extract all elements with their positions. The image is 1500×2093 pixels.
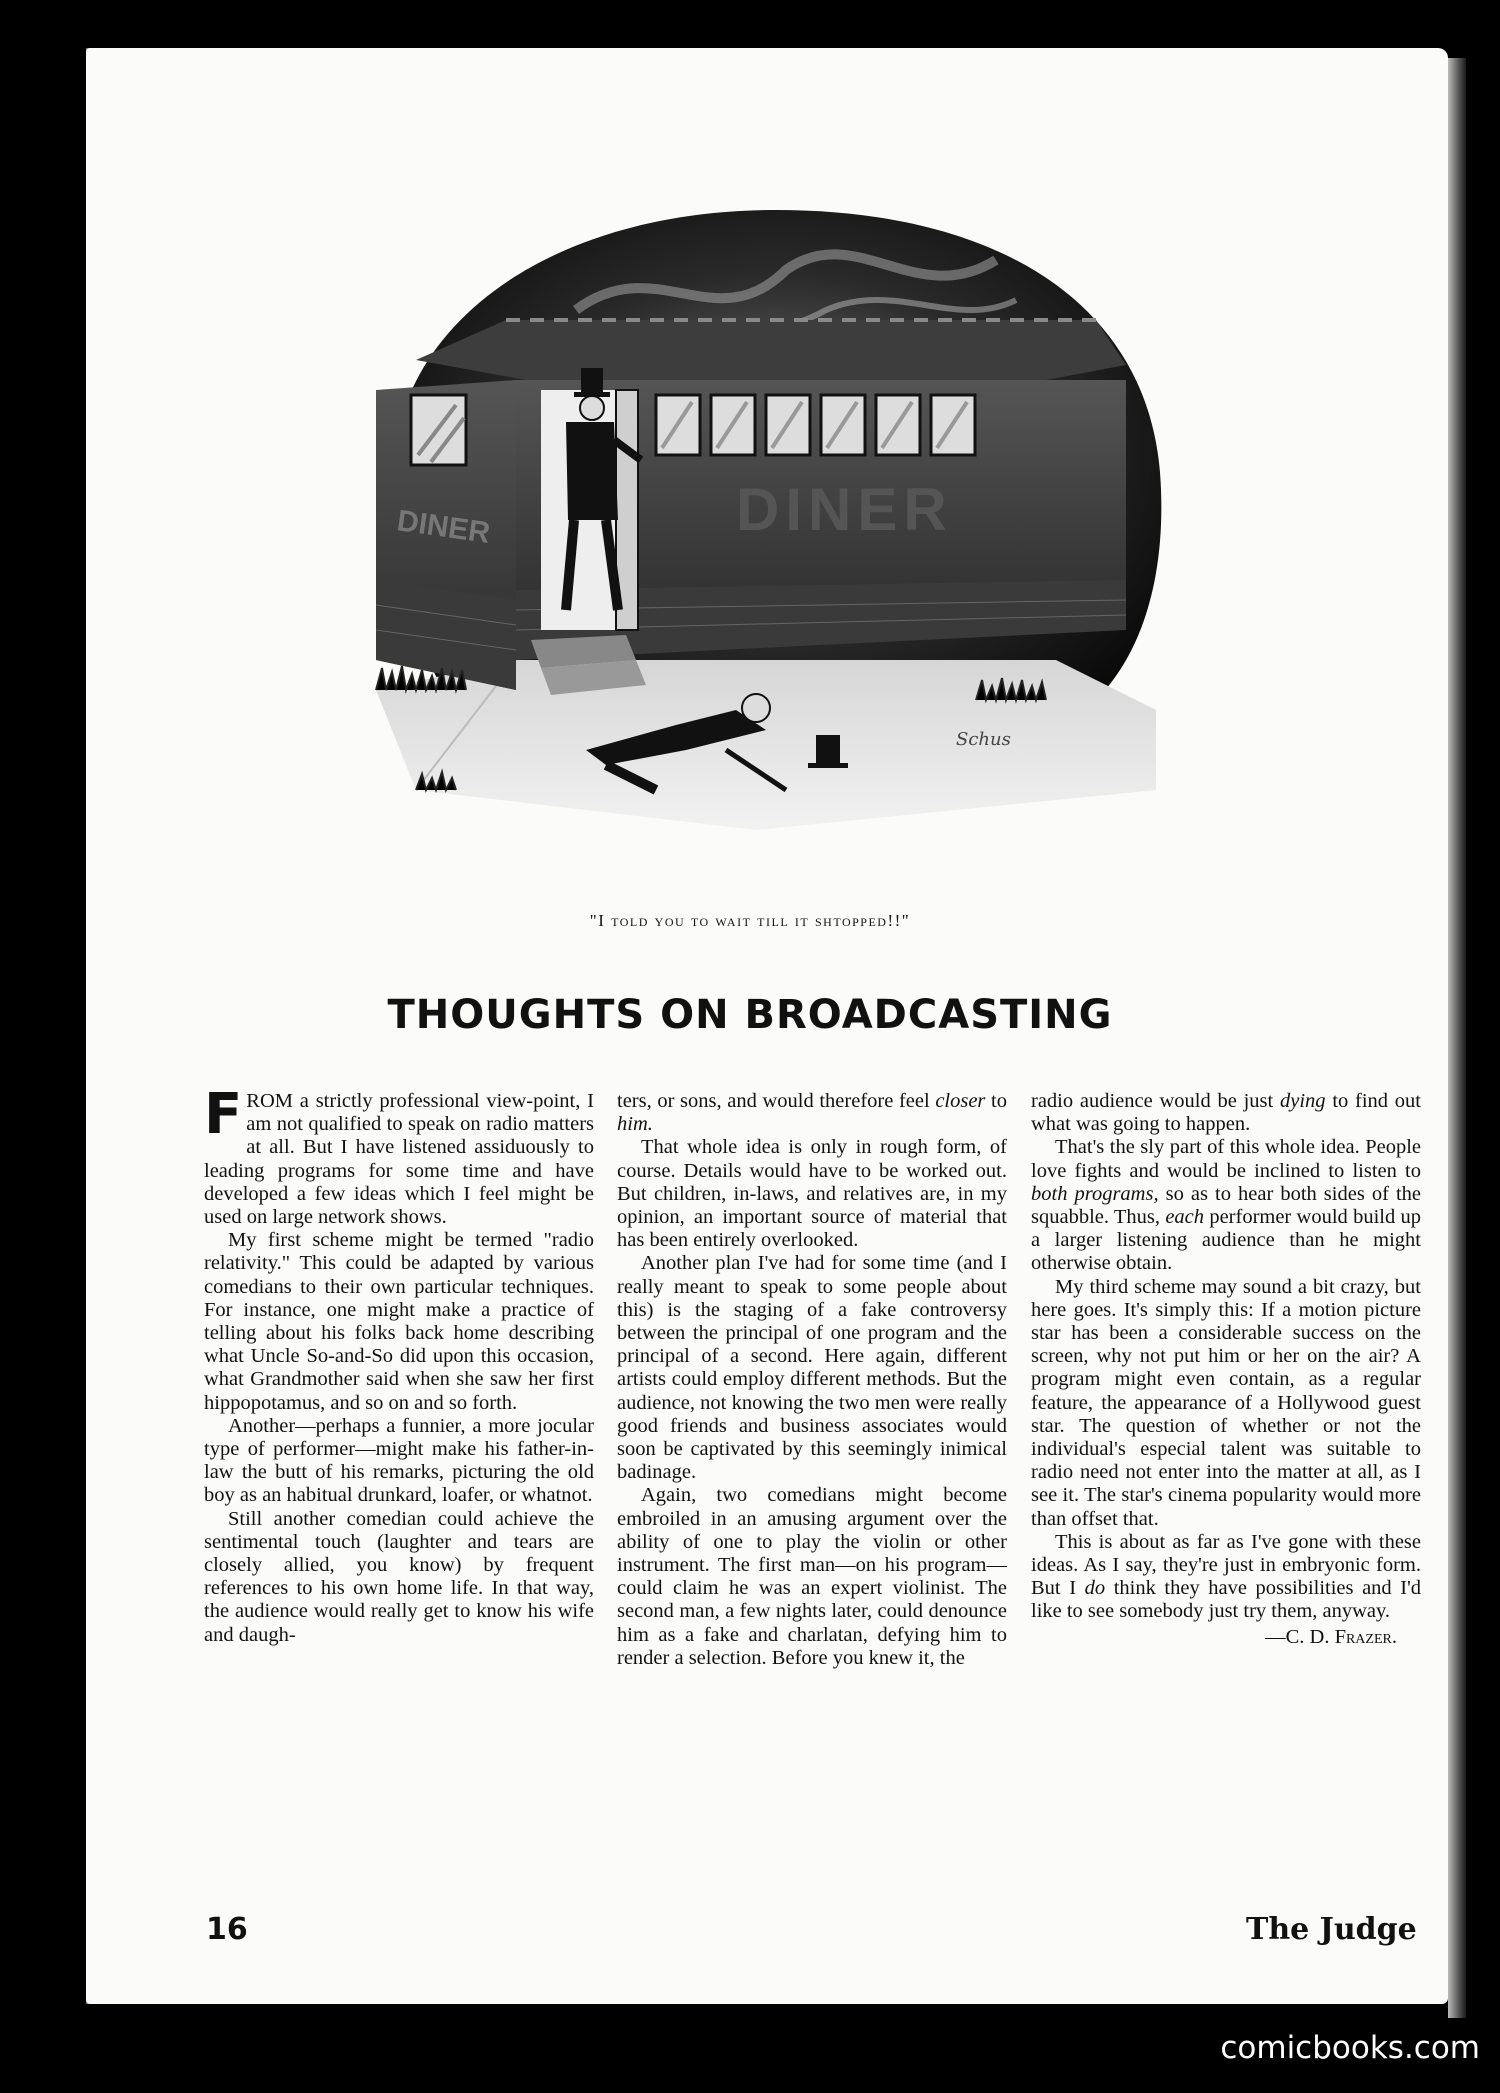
article-paragraph bbox=[1031, 1136, 1421, 1275]
author-signature: —C. D. Frazer. bbox=[1265, 1625, 1397, 1648]
article-paragraph: Another plan I've had for some time (and I really meant to speak to some people about this) is the staging of a fake controversy between the principal of one program and the principal of a second. Here again, different artists could employ different methods. But the audience, not knowing the two men were really good friends and business associates would soon be captivated by this seemingly inimical badinage. bbox=[617, 1252, 1007, 1484]
diner-side-sign: DINER bbox=[395, 504, 493, 550]
paragraph-text: This is about as far as I've gone with these ideas. As I say, they're just in embryonic form. But I bbox=[1031, 1530, 1421, 1600]
paragraph-text: radio audience would be just bbox=[1031, 1090, 1274, 1112]
article-paragraph bbox=[204, 1082, 594, 1229]
lead-word: ROM bbox=[246, 1090, 293, 1112]
diner-front-sign: DINER bbox=[736, 476, 953, 543]
emphasis-text: both programs, bbox=[1031, 1182, 1159, 1205]
paragraph-text: That's the sly part of this whole idea. People love fights and would be inclined to listen to bbox=[1031, 1136, 1421, 1182]
article-paragraph bbox=[1031, 1090, 1421, 1136]
paragraph-text: a strictly professional view-point, I am not qualified to speak on radio matters at all. But I have listened assiduously to leading programs for some time and have developed a few ideas which I feel might be used on large network shows. bbox=[204, 1090, 594, 1229]
emphasis-text: him. bbox=[617, 1113, 653, 1136]
article-column-3 bbox=[1031, 1090, 1421, 1649]
paragraph-text: to find out what was going to happen. bbox=[1031, 1090, 1421, 1136]
article-paragraph: My first scheme might be termed "radio relativity." This could be adapted by various comedians to their own particular techniques. For instance, one might make a practice of telling about his folks back home describing what Uncle So-and-So did upon this occasion, what Grandmother said when she saw her first hippopotamus, and so on and so forth. bbox=[204, 1229, 594, 1414]
article-column-2 bbox=[617, 1090, 1007, 1670]
article-column-1 bbox=[204, 1082, 594, 1647]
paragraph-text: so as to hear both sides of the squabble. Thus, bbox=[1031, 1182, 1421, 1229]
article-paragraph: That whole idea is only in rough form, of course. Details would have to be worked out. But children, in-laws, and relatives are, in my opinion, an important source of material that has been entirely overlooked. bbox=[617, 1136, 1007, 1252]
paragraph-text: to bbox=[991, 1090, 1007, 1112]
article-headline: THOUGHTS ON BROADCASTING bbox=[387, 992, 1113, 1038]
article-paragraph bbox=[1031, 1531, 1421, 1624]
article-paragraph: Again, two comedians might become embroiled in an amusing argument over the ability of one to play the violin or other instrument. The first man—on his program—could claim he was an expert violinist. The second man, a few nights later, could denounce him as a fake and charlatan, defying him to render a selection. Before you knew it, the bbox=[617, 1484, 1007, 1669]
cartoon-caption: "I told you to wait till it shtopped!!" bbox=[589, 911, 911, 930]
magazine-name: The Judge bbox=[1246, 1912, 1417, 1947]
article-paragraph: My third scheme may sound a bit crazy, but here goes. It's simply this: If a motion picture star has been a considerable success on the screen, why not put him or her on the air? A program might even contain, as a regular feature, the appearance of a Hollywood guest star. The question of whether or not the individual's especial talent was suitable to radio need not enter into the matter at all, as I see it. The star's cinema popularity would more than offset that. bbox=[1031, 1275, 1421, 1530]
artist-signature: Schus bbox=[956, 729, 1011, 750]
article-paragraph bbox=[617, 1090, 1007, 1136]
page-number: 16 bbox=[206, 1912, 248, 1947]
emphasis-text: do bbox=[1084, 1577, 1106, 1600]
emphasis-text: dying bbox=[1280, 1090, 1326, 1112]
paragraph-text: performer would build up a larger listening audience than he might otherwise obtain. bbox=[1031, 1206, 1421, 1275]
article-paragraph: Another—perhaps a funnier, a more jocular type of performer—might make his father-in-law the butt of his remarks, picturing the old boy as an habitual drunkard, loafer, or whatnot. bbox=[204, 1414, 594, 1507]
emphasis-text: each bbox=[1165, 1206, 1205, 1229]
emphasis-text: closer bbox=[935, 1090, 986, 1112]
paragraph-text: ters, or sons, and would therefore feel bbox=[617, 1090, 930, 1112]
diner-cartoon-illustration bbox=[356, 190, 1176, 870]
article-paragraph: Still another comedian could achieve the sentimental touch (laughter and tears are closely allied, you know) by frequent references to his own home life. In that way, the audience would really get to know his wife and daugh- bbox=[204, 1507, 594, 1646]
drop-cap: F bbox=[204, 1082, 243, 1147]
page-edge-shadow bbox=[1448, 58, 1466, 2018]
paragraph-text: think they have possibilities and I'd like to see somebody just try them, anyway. bbox=[1031, 1577, 1422, 1623]
source-watermark: comicbooks.com bbox=[1220, 2030, 1480, 2066]
